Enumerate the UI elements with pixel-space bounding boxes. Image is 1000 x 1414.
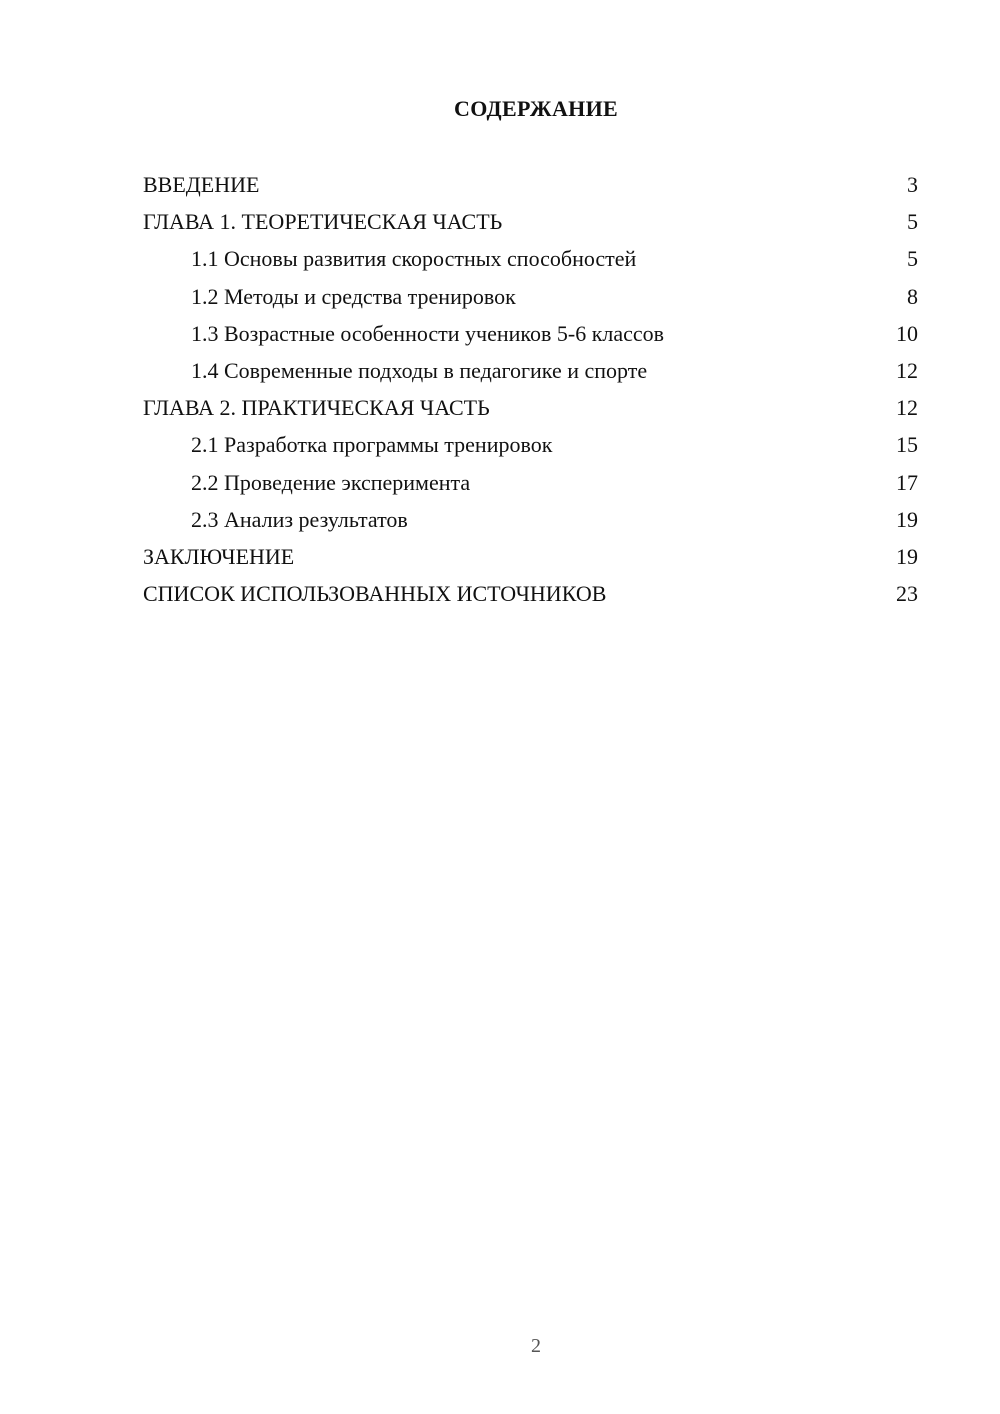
toc-entry xyxy=(143,389,918,426)
toc-entry-label: 1.4 Современные подходы в педагогике и спорте xyxy=(191,357,648,383)
toc-entry-page: 19 xyxy=(896,506,918,532)
toc-entry xyxy=(143,426,918,463)
toc-entry-label: 2.1 Разработка программы тренировок xyxy=(191,432,553,458)
toc-entry-page: 10 xyxy=(896,320,918,346)
toc-entry xyxy=(143,538,918,575)
toc-entry-page: 17 xyxy=(896,469,918,495)
toc-entry xyxy=(143,278,918,315)
table-of-contents xyxy=(143,166,918,612)
toc-entry-page: 5 xyxy=(907,209,918,235)
toc-entry xyxy=(143,240,918,277)
toc-entry-label: СПИСОК ИСПОЛЬЗОВАННЫХ ИСТОЧНИКОВ xyxy=(143,581,607,607)
toc-entry-label: ЗАКЛЮЧЕНИЕ xyxy=(143,543,295,569)
toc-entry-label: 2.3 Анализ результатов xyxy=(191,506,408,532)
toc-entry xyxy=(143,501,918,538)
page-number: 2 xyxy=(531,1335,541,1357)
toc-entry xyxy=(143,352,918,389)
toc-entry-page: 8 xyxy=(907,283,918,309)
toc-entry-label: 1.1 Основы развития скоростных способностей xyxy=(191,246,637,272)
toc-entry-label: 1.3 Возрастные особенности учеников 5-6 классов xyxy=(191,320,665,346)
toc-entry-label: ГЛАВА 1. ТЕОРЕТИЧЕСКАЯ ЧАСТЬ xyxy=(143,209,503,235)
toc-entry xyxy=(143,575,918,612)
toc-entry xyxy=(143,464,918,501)
toc-entry-label: ГЛАВА 2. ПРАКТИЧЕСКАЯ ЧАСТЬ xyxy=(143,395,490,421)
toc-entry xyxy=(143,166,918,203)
page-title: СОДЕРЖАНИЕ xyxy=(454,96,618,121)
toc-entry-page: 5 xyxy=(907,246,918,272)
toc-entry-page: 23 xyxy=(896,581,918,607)
toc-entry-page: 12 xyxy=(896,395,918,421)
toc-entry-label: 1.2 Методы и средства тренировок xyxy=(191,283,516,309)
toc-entry-page: 3 xyxy=(907,172,918,197)
toc-entry-page: 19 xyxy=(896,543,918,569)
toc-entry xyxy=(143,315,918,352)
toc-entry-page: 12 xyxy=(896,357,918,383)
toc-entry-label: 2.2 Проведение эксперимента xyxy=(191,469,471,495)
toc-entry-label: ВВЕДЕНИЕ xyxy=(143,172,260,197)
toc-entry xyxy=(143,203,918,240)
toc-entry-page: 15 xyxy=(896,432,918,458)
